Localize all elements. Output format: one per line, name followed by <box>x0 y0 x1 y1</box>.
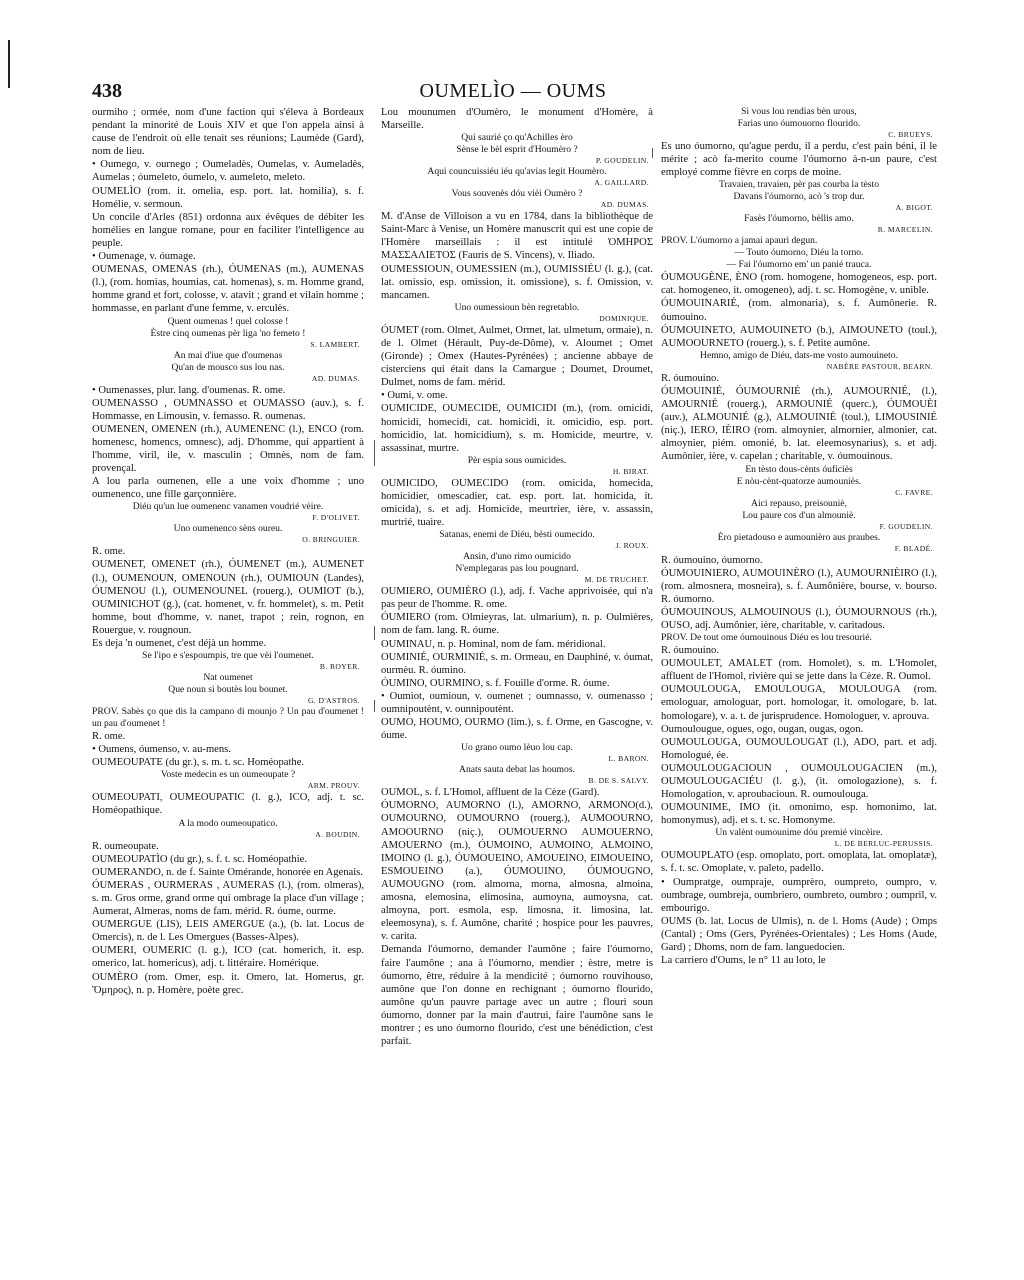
entry-paragraph: Lou mounumen d'Oumèro, le monument d'Homère, à Marseille. <box>381 107 653 132</box>
quotation-attribution: S. LAMBERT. <box>310 339 360 349</box>
quotation-attribution: L. DE BERLUC-PERUSSIS. <box>834 839 933 849</box>
quotation-attribution: AD. DUMAS. <box>311 373 360 383</box>
quotation-attribution: C. FAVRE. <box>895 487 933 497</box>
entry-paragraph: ÓUMIERO (rom. Olmieyras, lat. ulmarium), n. p. Oulmières, nom de fam. lang. R. óume. <box>381 612 653 637</box>
entry-paragraph: OUMENEN, OMENEN (rh.), AUMENENC (l.), ENCO (rom. homenesc, homencs, omnesc), adj. D'homme, qui appartient à l'homme, viril, ile, v. masculin ; Omnès, nom de fam. provençal. <box>92 423 364 475</box>
entry-paragraph: R. ome. <box>92 731 126 743</box>
quotation-line: An mai d'iue que d'oumenas <box>173 349 283 361</box>
entry-paragraph: OUMOULOUGA, OUMOULOUGAT (l.), ADO, part. et adj. Homologué, ée. <box>661 736 937 761</box>
entry-paragraph: ÓUMOUINARIÉ, (rom. almonaria), s. f. Aumônerie. R. óumouino. <box>661 298 937 323</box>
quotation-attribution: AD. DUMAS. <box>600 200 649 210</box>
entry-paragraph: ÓUMOUINIERO, AUMOUINÈRO (l.), AUMOURNIÈIRO (l.), (rom. almosnera, mosneira), s. f. Aumônière, bourse, v. bourso. R. óumorno. <box>661 567 937 605</box>
margin-bar <box>374 440 375 466</box>
quotation-line: Hemno, amigo de Diéu, dats-me vosto aumouineto. <box>700 349 898 361</box>
quotation-line: Satanas, enemi de Diéu, bèsti oumecido. <box>439 529 595 541</box>
quotation-line: N'emplegaras pas lou pougnard. <box>455 563 579 575</box>
quotation-line: Un valènt oumounime dóu premié vincèire. <box>715 827 883 839</box>
quotation-attribution: B. ROYER. <box>319 662 360 672</box>
quotation-attribution: A. BIGOT. <box>895 203 933 213</box>
entry-paragraph: A lou parla oumenen, elle a une voix d'homme ; uno oumenenco, une fille garçonnière. <box>92 476 364 501</box>
quotation-attribution: O. BRINGUIER. <box>302 535 360 545</box>
entry-paragraph: OUMERI, OUMERIC (l. g.), ICO (cat. homerich, it. esp. omerico, lat. homericus), adj. t. littéraire. Homérique. <box>92 945 364 970</box>
column-right <box>661 106 937 1186</box>
quotation-line: Ansin, d'uno rimo oumicido <box>463 551 571 563</box>
entry-paragraph: ÓUMOUGÈNE, ÈNO (rom. homogene, homogeneos, esp. port. cat. homogeneo, it. omogeneo), adj. t. sc. Homogène, v. unible. <box>661 272 937 297</box>
quotation-attribution: F. D'OLIVET. <box>312 513 360 523</box>
entry-paragraph: OUMOL, s. f. L'Homol, affluent de la Cèze (Gard). <box>381 787 600 799</box>
entry-paragraph: • Oumpratge, oumpraje, oumprèro, oumpreto, oumpro, v. oumbrage, oumbreja, oumbriero, oumbreto, oumbro ; oumpril, v. embourigo. <box>661 876 937 914</box>
quotation-line: — Fai l'óumorno em' un panié trauca. <box>726 259 872 271</box>
quotation-attribution: NABÈRE PASTOUR, BEARN. <box>826 361 933 371</box>
column-middle <box>381 106 653 1186</box>
entry-paragraph: OUMERANDO, n. de f. Sainte Omérande, honorée en Agenais. <box>92 866 363 878</box>
entry-paragraph: R. óumouino. <box>661 645 719 657</box>
margin-rule <box>8 40 10 88</box>
quotation-line: Quent oumenas ! quel colosse ! <box>167 315 289 327</box>
quotation-attribution: C. BRUEYS. <box>888 130 933 139</box>
running-header <box>92 80 934 104</box>
entry-paragraph: ÓUMINO, OURMINO, s. f. Fouille d'orme. R. óume. <box>381 677 610 689</box>
entry-paragraph: R. óumouino, óumorno. <box>661 554 763 566</box>
entry-paragraph: La carriero d'Oums, le n° 11 au loto, le <box>661 955 826 967</box>
quotation-attribution: DOMINIQUE. <box>599 313 649 323</box>
quotation-line: Èstre cinq oumenas pèr liga 'no femeto ! <box>150 327 306 339</box>
proverb-line: PROV. L'óumorno a jamai apauri degun. <box>661 235 818 247</box>
column-left <box>92 106 364 1186</box>
entry-paragraph: Demanda l'óumorno, demander l'aumône ; faire l'óumorno, faire l'aumône ; ana à l'óumorno, mendier ; èstre, metre is óumorno, être, réduire à la mendicité ; óumorno rouvihouso, aumône que l'on donne en rechignant ; óumorno flourido, aumône qu'un pauvre partage avec un autre ; flouri soun óumorno, donner par la main d'autrui, faire l'aumône sans le montrer ; es uno óumorno flourido, c'est une bénédiction, c'est parfait. <box>381 944 653 1048</box>
quotation-line: — Touto óumorno, Diéu la torno. <box>734 247 864 259</box>
entry-paragraph: • Oumego, v. ournego ; Oumeladès, Oumelas, v. Aumeladès, Aumelas ; óumeleto, óumelo, v. aumeleto, meleto. <box>92 159 364 184</box>
page-number: 438 <box>92 80 122 102</box>
quotation-line: Anats sauta debat las houmos. <box>459 764 575 776</box>
margin-bar <box>374 700 375 712</box>
quotation-attribution: G. D'ASTROS. <box>308 696 360 706</box>
entry-paragraph: R. oumeoupate. <box>92 840 159 852</box>
quotation-attribution: F. BLADÉ. <box>894 543 933 553</box>
entry-paragraph: OUMINAU, n. p. Hominal, nom de fam. méridional. <box>381 638 606 650</box>
entry-paragraph: ÓUMOUINOUS, ALMOUINOUS (l.), ÓUMOURNOUS (rh.), OUSO, adj. Aumônier, ière, charitable, v. caritadous. <box>661 606 937 631</box>
entry-paragraph: OUMO, HOUMO, OURMO (lim.), s. f. Orme, en Gascogne, v. óume. <box>381 717 653 742</box>
entry-paragraph: OUMEOUPATÌO (du gr.), s. f. t. sc. Homéopathie. <box>92 853 307 865</box>
entry-paragraph: ÓUMOUINETO, AUMOUINETO (b.), AIMOUNETO (toul.), AUMOOURNETO (rouerg.), s. f. Petite aumône. <box>661 324 937 349</box>
entry-paragraph: ÓUMERAS , OURMERAS , AUMERAS (l.), (rom. olmeras), s. m. Gros orme, grand orme qui ombrage la place d'un village ; Aumerat, Almeras, noms de fam. mérid. R. óume, ourme. <box>92 879 364 918</box>
entry-paragraph: • Oumi, v. ome. <box>381 390 448 402</box>
entry-paragraph: ÓUMET (rom. Olmet, Aulmet, Ormet, lat. ulmetum, ormaie), n. de l. Olmet (Hérault, Puy-de-Dôme), v. Aloumet ; Omet (Gironde) ; Omex (Hautes-Pyrénées) ; ancienne abbaye de cisterciens qui était dans la Camargue ; Doumet, Droumet, Dulmet, noms de fam. mérid. <box>381 324 653 389</box>
quotation-line: Lou paure cos d'un almouniè. <box>742 509 856 521</box>
entry-paragraph: R. óumouino. <box>661 372 719 384</box>
entry-paragraph: OUMEOUPATI, OUMEOUPATIC (l. g.), ICO, adj. t. sc. Homéopathique. <box>92 792 364 817</box>
quotation-line: Si vous lou rendias bèn urous, <box>741 106 857 117</box>
quotation-line: Que noun si boutès lou bounet. <box>168 684 288 696</box>
quotation-line: Uo grano oumo lèuo lou cap. <box>461 742 573 754</box>
entry-paragraph: R. ome. <box>92 546 126 558</box>
quotation-attribution: M. DE TRUCHET. <box>584 575 649 585</box>
entry-paragraph: OUMIERO, OUMIÈRO (l.), adj. f. Vache apprivoisée, qui n'a pas peur de l'homme. R. ome. <box>381 586 653 611</box>
quotation-line: Qui saurié ço qu'Achilles èro <box>461 132 573 144</box>
quotation-attribution: P. GOUDELIN. <box>595 156 649 166</box>
quotation-line: Qu'an de mousco sus lou nas. <box>171 361 285 373</box>
entry-paragraph: OUMENAS, OMENAS (rh.), ÓUMENAS (m.), AUMENAS (l.), (rom. homias, houmias, cat. homenas), s. m. Homme grand, homme grand et fort, colosse, v. atavit ; grand et vilain homme ; hommasse, en parlant d'une femme, v. erculès. <box>92 264 364 315</box>
entry-paragraph: OUMOULOUGA, EMOULOUGA, MOULOUGA (rom. emologuar, amologuar, port. homologar, it. omologare, b. lat. homologare), v. a. t. de jurisprudence. Homologuer, v. aprouva. <box>661 684 937 722</box>
entry-paragraph: Es deja 'n oumenet, c'est déjà un homme. <box>92 638 267 649</box>
quotation-line: Aqui councuissiéu iéu qu'avias legit Houmèro. <box>427 166 607 178</box>
quotation-line: Vous souvenès dóu vièi Oumèro ? <box>451 188 583 200</box>
entry-paragraph: M. d'Anse de Villoison a vu en 1784, dans la bibliothèque de Saint-Marc à Venise, un Homère manuscrit qui est une copie de l'Homère marseillais : il est intitulé ὉΜΗΡΟΣ ΜΑΣΣΑΛΙΕΤΟΣ (Fauris de S. Vincens), v. Iliado. <box>381 211 653 262</box>
entry-paragraph: OUMICIDE, OUMECIDE, OUMICIDI (m.), (rom. omicidi, homicidi, homecidi, cat. homicidi, it. omicidio, esp. port. homicidio, lat. homicidium), s. m. Homicide, meurtre, v. assassinat, murtre. <box>381 403 653 454</box>
entry-paragraph: ÓUMORNO, AUMORNO (l.), AMORNO, ARMONO(d.), OUMOURNO, OUMOURNO (rouerg.), AUMOOURNO, AMOOURNO (niç.), OUMOUERNO AUMOUERNO, AMOUERNO (m.), ÓUMOINO, AUMOINO, ALMOINO, IMOINO (l. g.), ÓUMOUEINO, AMOUEINO, EIMOUEINO, ESMOUEINO (a.), ÓUMOUINO, ÓUMOUGNO, AUMOUGNO (rom. almorna, morna, almosna, almoina, amosna, elemosina, elimosina, aumoyna, aumoysna, cat. almoyna, port. esmola, esp. limosna, it. limosina, lat. eleemosyna), s. f. Aumône, charité ; hospice pour les pauvres, v. carita. <box>381 800 653 943</box>
entry-paragraph: OUMINIÉ, OURMINIÉ, s. m. Ormeau, en Dauphiné, v. óumat, ourmèu. R. óumino. <box>381 651 653 676</box>
quotation-line: Davans l'óumorno, acò 's trop dur. <box>733 191 865 203</box>
quotation-line: Travaien, travaien, pèr pas courba la tèsto <box>718 179 880 191</box>
entry-paragraph: ÓUMOUINIÉ, ÓUMOURNIÉ (rh.), AUMOURNIÉ, (l.), AMOURNIÉ (rouerg.), ARMOUNIÉ (querc.), ÓUMOUÈI (auv.), ALMOUNIÉ (g.), ALMOUINIÉ (toul.), LIMOUSINIÉ (niç.), IERO, IÈIRO (rom. almoynier, almornier, almonier, cat. almoynier, piém. omonié, b. lat. eleemosynarius), s. et adj. Aumônier, ière, v. capelan ; charitable, v. óumouinous. <box>661 385 937 463</box>
quotation-attribution: A. GAILLARD. <box>594 178 649 188</box>
quotation-line: Diéu qu'un lue oumenenc vanamen voudrié vèire. <box>132 501 324 513</box>
quotation-attribution: J. ROUX. <box>615 541 649 551</box>
quotation-line: Pèr espia sous oumicides. <box>467 454 567 466</box>
quotation-line: Uno oumenenco sèns oureu. <box>173 523 283 535</box>
entry-paragraph: • Oumenasses, plur. lang. d'oumenas. R. ome. <box>92 384 286 396</box>
entry-paragraph: OUMOULET, AMALET (rom. Homolet), s. m. L'Homolet, affluent de l'Homol, rivière qui se jette dans la Cèze. R. Oumol. <box>661 658 937 683</box>
quotation-line: En tèsto dous-cènts óuficiès <box>745 463 853 475</box>
quotation-attribution: A. BOUDIN. <box>315 829 360 839</box>
entry-paragraph: Es uno óumorno, qu'ague perdu, il a perdu, c'est pain béni, il le mérite ; acò fa-merito coume l'óumorno à-n-un paure, c'est employé comme fièvre en corps de moine. <box>661 141 937 179</box>
quotation-line: Aici repauso, preisouniè, <box>751 497 847 509</box>
quotation-line: Farias uno óumouorno flourido. <box>737 118 861 129</box>
quotation-attribution: ARM. PROUV. <box>307 781 360 791</box>
entry-paragraph: OUMOUNIME, IMO (it. omonimo, esp. homonimo, lat. homonymus), adj. et s. t. sc. Homonyme. <box>661 802 937 827</box>
quotation-attribution: L. BARON. <box>608 754 649 764</box>
entry-paragraph: OUMENET, OMENET (rh.), ÓUMENET (m.), AUMENET (l.), OUMENOUN, OMENOUN (rh.), OUMIOUN (Landes), ÓUMENOU (l.), OUMENOUNEL (rouerg.), OUMIOT (b.), OUMINICHOT (g.), (cat. homenet, v. fr. hommelet), s. m. Petit homme, bout d'homme, v. nanet, trapot ; rein, rognon, en Rouergue, v. rougnoun. <box>92 559 364 636</box>
entry-paragraph: • Oumenage, v. óumage. <box>92 251 196 263</box>
entry-paragraph: • Oumens, óumenso, v. au-mens. <box>92 744 231 756</box>
quotation-line: Uno oumessioun bèn regretablo. <box>454 301 580 313</box>
quotation-line: Fasès l'óumorno, bèllis amo. <box>744 213 854 225</box>
quotation-line: Sènse le bèl esprit d'Houmèro ? <box>456 144 578 156</box>
quotation-line: Se l'ipo e s'espoumpis, tre que vèi l'oumenet. <box>142 650 314 662</box>
entry-paragraph: OUMOULOUGACIOUN , OUMOULOUGACIEN (m.), OUMOULOUGACIÉU (l. g.), (it. omologazione), s. f. Homologation, v. aproubacioun. R. oumoulouga. <box>661 762 937 801</box>
proverb-line: PROV. Sabès ço que dis la campano di mounjo ? Un pau d'oumenet ! un pau d'oumenet ! <box>92 706 364 730</box>
entry-paragraph: • Oumiot, oumioun, v. oumenet ; oumnasso, v. oumenasso ; oumnipoutènt, v. ounnipoutènt. <box>381 690 653 715</box>
quotation-line: E nòu-cènt-quatorze aumouniès. <box>736 475 862 487</box>
entry-paragraph: OUMÈRO (rom. Omer, esp. it. Omero, lat. Homerus, gr. Ὅμηρος), n. p. Homère, poète grec. <box>92 971 364 996</box>
quotation-line: A la modo oumeoupatico. <box>178 817 278 829</box>
quotation-attribution: H. BIRAT. <box>612 466 649 476</box>
running-title: OUMELÌO — OUMS <box>419 80 607 102</box>
margin-bar <box>652 148 653 158</box>
quotation-attribution: R. MARCELIN. <box>877 225 933 235</box>
entry-paragraph: OUMICIDO, OUMECIDO (rom. omicida, homecida, homicidier, omescadier, cat. esp. port. lat. homicida, it. omicida), s. et adj. Homicide, meurtrier, ière, v. assassin, murtrié, tuaire. <box>381 477 653 529</box>
entry-paragraph: Un concile d'Arles (851) ordonna aux évêques de débiter les homélies en langue romane, pour en faciliter l'intelligence au peuple. <box>92 211 364 249</box>
entry-paragraph: OUMELÌO (rom. it. omelia, esp. port. lat. homilia), s. f. Homélie, v. sermoun. <box>92 185 364 210</box>
margin-bar <box>374 626 375 640</box>
quotation-line: Voste medecin es un oumeoupate ? <box>160 769 296 781</box>
entry-paragraph: OUMEOUPATE (du gr.), s. m. t. sc. Homéopathe. <box>92 757 305 769</box>
entry-paragraph: Oumoulougue, ogues, ogo, ougan, ougas, ogon. <box>661 723 864 735</box>
entry-paragraph: OUMESSIOUN, OUMESSIEN (m.), OUMISSIÉU (l. g.), (cat. lat. omissio, esp. omission, it. omissione), s. f. Omission, v. mancamen. <box>381 263 653 301</box>
entry-paragraph: ourmiho ; ormée, nom d'une faction qui s'éleva à Bordeaux pendant la minorité de Louis XIV et que l'on appela ainsi à cause de l'endroit où elle tenait ses réunions; Laumède (Gard), nom de lieu. <box>92 107 364 158</box>
proverb-line: PROV. De tout ome óumouinous Diéu es lou tresourié. <box>661 632 872 644</box>
entry-paragraph: OUMENASSO , OUMNASSO et OUMASSO (auv.), s. f. Hommasse, en Limousin, v. femasso. R. oumenas. <box>92 397 364 422</box>
entry-paragraph: OUMOUPLATO (esp. omoplato, port. omoplata, lat. omoplatæ), s. f. t. sc. Omoplate, v. paleto, padello. <box>661 850 937 875</box>
quotation-line: Èro pietadouso e aumounièro aus praubes. <box>717 531 881 543</box>
entry-paragraph: OUMERGUE (LIS), LEIS AMERGUE (a.), (b. lat. Locus de Omercis), n. de l. Les Omergues (Basses-Alpes). <box>92 919 364 944</box>
quotation-attribution: F. GOUDELIN. <box>879 521 933 531</box>
entry-paragraph: OUMS (b. lat. Locus de Ulmis), n. de l. Homs (Aude) ; Omps (Cantal) ; Oms (Gers, Pyrénées-Orientales) ; Les Homs (Aude, Gard) ; Dhoms, nom de fam. languedocien. <box>661 915 937 954</box>
quotation-attribution: B. DE S. SALVY. <box>588 776 649 786</box>
quotation-line: Nat oumenet <box>203 672 253 684</box>
